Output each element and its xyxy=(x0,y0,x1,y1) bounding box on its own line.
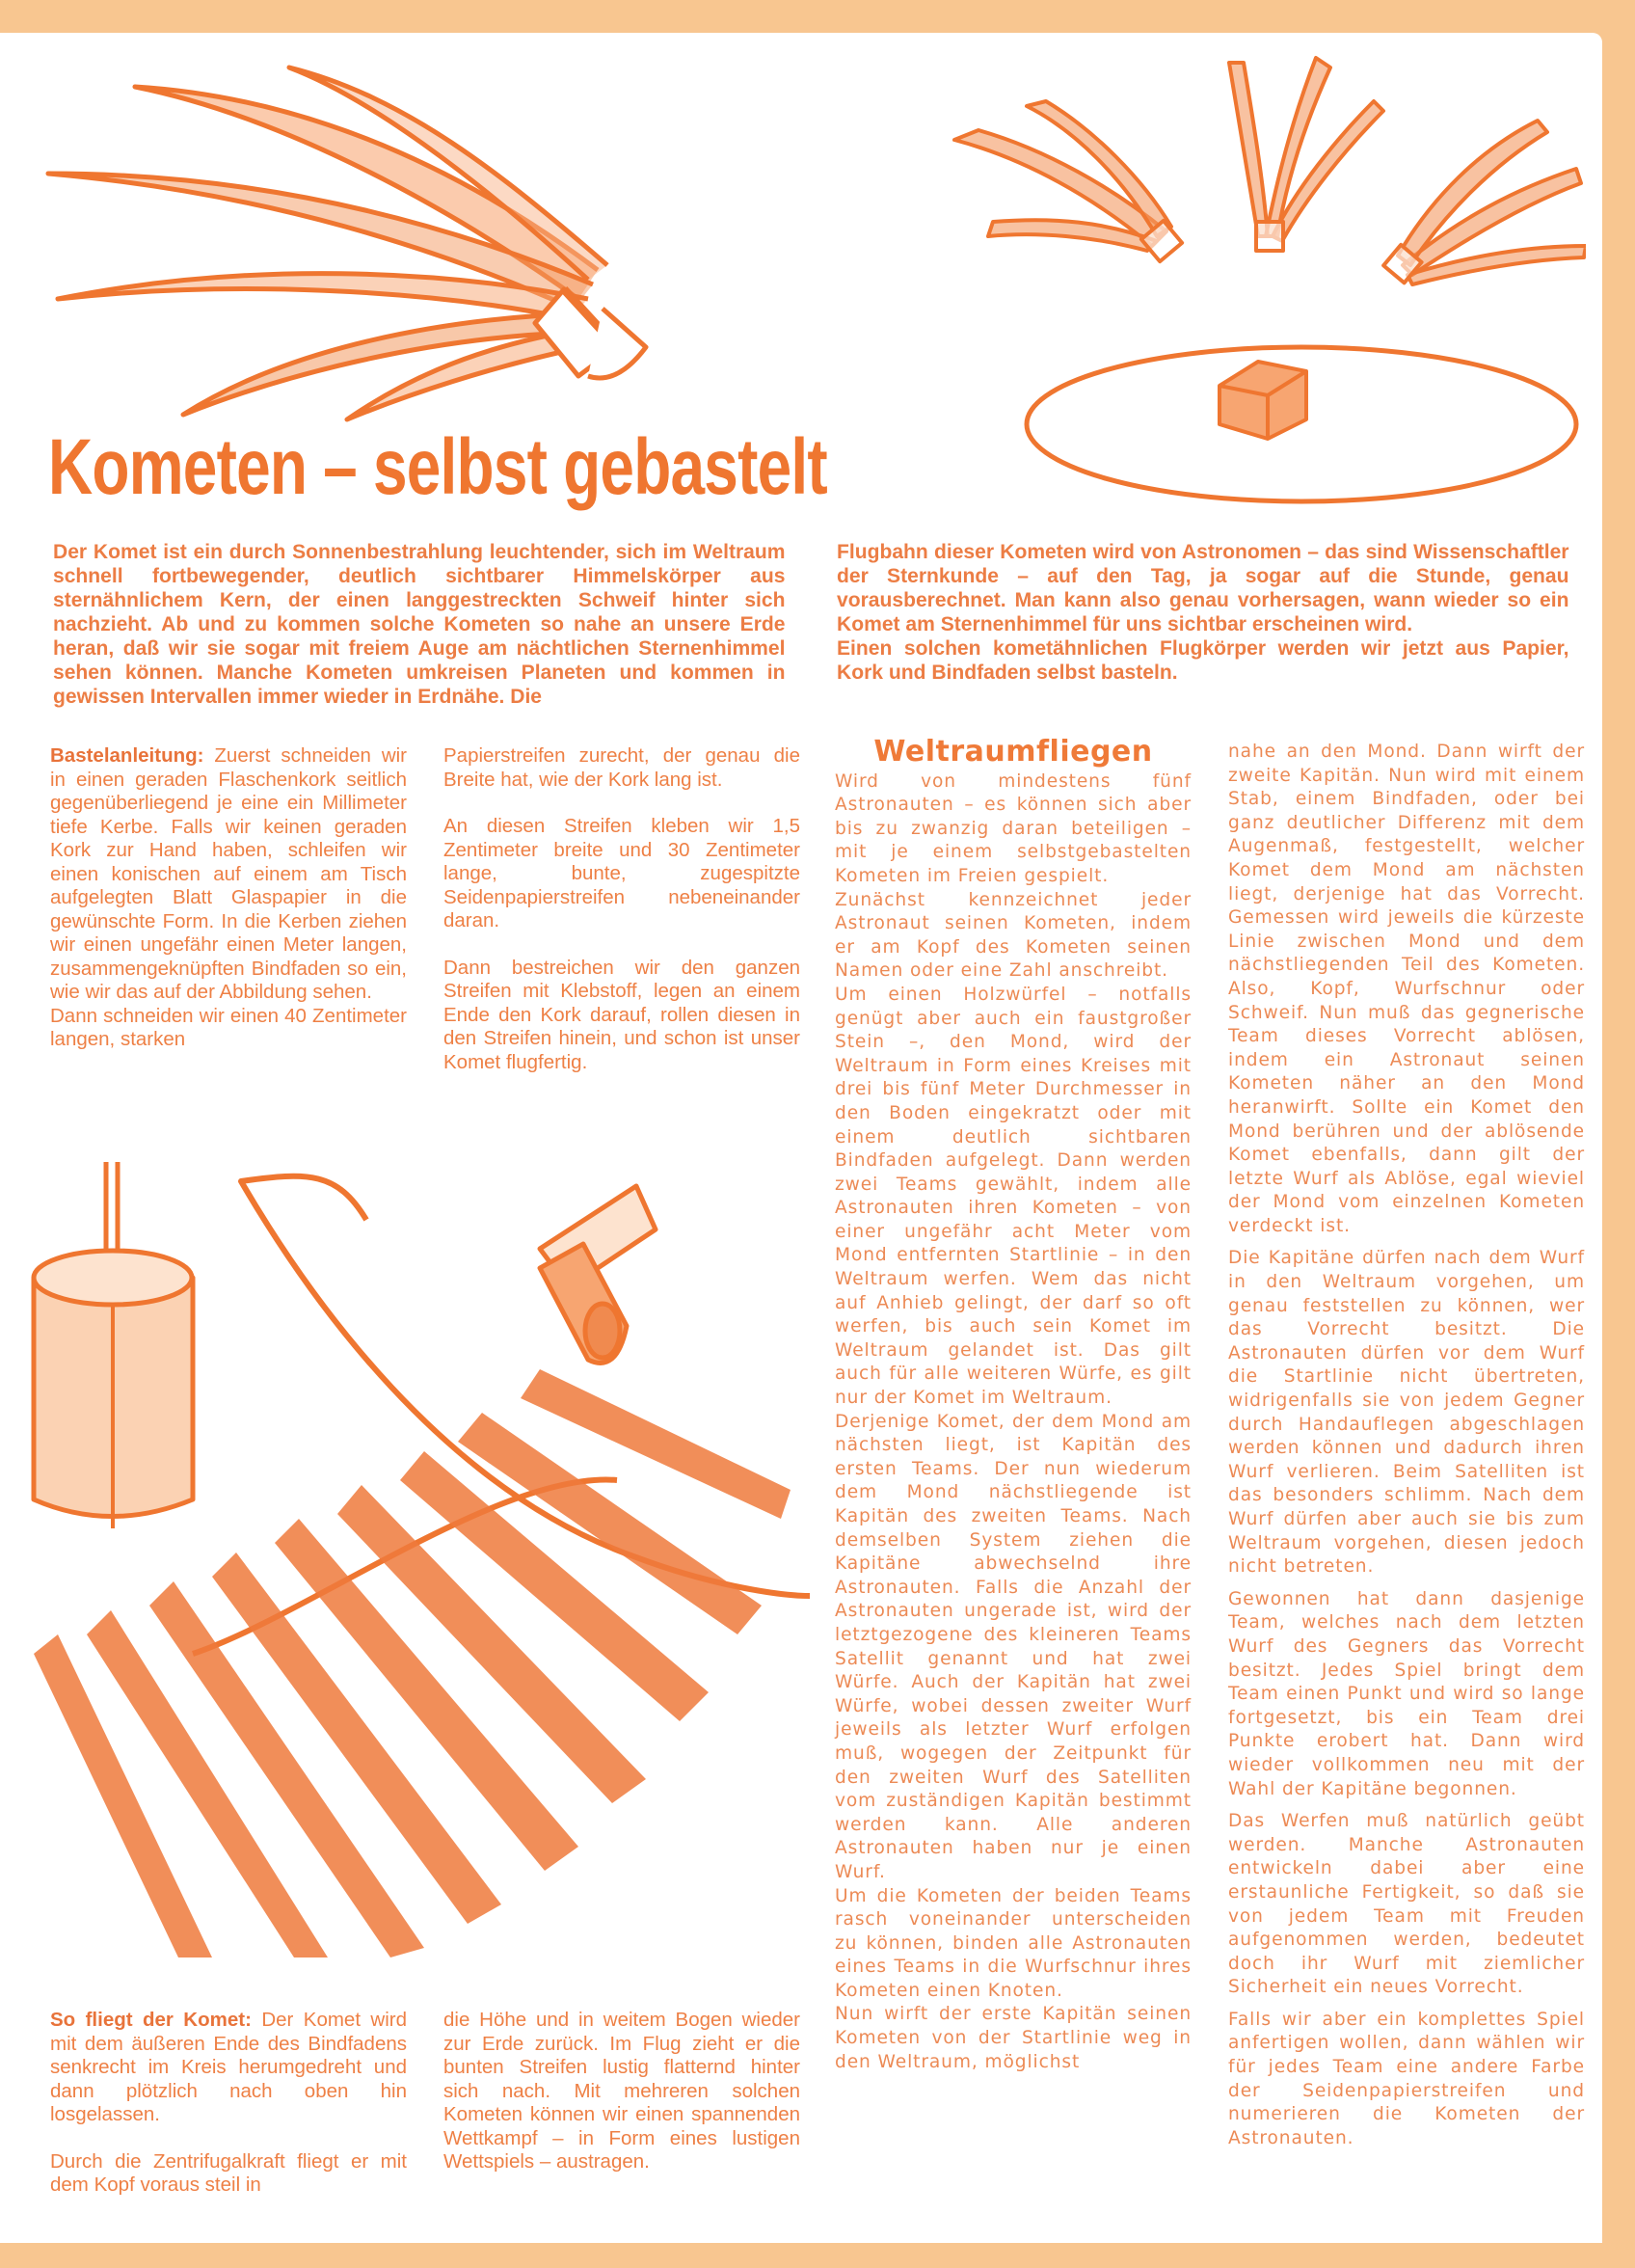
section-heading: Weltraumfliegen xyxy=(873,735,1153,769)
paragraph: Derjenige Komet, der dem Mond am nächsten liegt, ist Kapitän des ersten Teams. Der nun wiederum dem Mond nächstliegende ist Kapitän des zweiten Teams. Nach demselben System ziehen die Kapitäne abwechselnd ihre Astronauten. Falls die Anzahl der Astronauten ungerade ist, wird der letztgezogene des kleineren Teams Satellit genannt und hat zwei Würfe. Auch der Kapitän hat zwei Würfe, wobei dessen zweiter Wurf jeweils als letzter Wurf erfolgen muß, wogegen der Zeitpunkt für den zweiten Wurf des Satelliten vom zuständigen Kapitän bestimmt werden kann. Alle anderen Astronauten haben nur je einen Wurf. xyxy=(835,1411,1192,1882)
moon-circle-illustration xyxy=(1017,318,1586,530)
comet-illustrations-small xyxy=(950,53,1586,294)
paragraph: Nun wirft der erste Kapitän seinen Kometen von der Startlinie weg in den Weltraum, möglichst xyxy=(835,2004,1192,2072)
paragraph: Falls wir aber ein komplettes Spiel anfertigen wollen, dann wählen wir für jedes Team eine andere Farbe der Seidenpapierstreifen und numerieren die Kometen der Astronauten. xyxy=(1228,2009,1585,2148)
paragraph: Dann bestreichen wir den ganzen Streifen mit Klebstoff, legen an einem Ende den Kork darauf, rollen diesen in den Streifen hinein, und schon ist unser Komet flugfertig. xyxy=(443,956,800,1073)
paragraph: Die Kapitäne dürfen nach dem Wurf in den Weltraum vorgehen, um genau feststellen zu können, wer das Vorrecht besitzt. Die Astronauten dürfen vor dem Wurf die Startlinie nicht übertreten, widrigenfalls sie von jedem Gegner durch Handauflegen abgeschlagen werden können und dadurch ihren Wurf verlieren. Beim Satelliten ist das besonders schlimm. Nach dem Wurf dürfen aber auch sie bis zum Weltraum vorgehen, diesen jedoch nicht betreten. xyxy=(1228,1248,1585,1578)
intro-paragraph: Flugbahn dieser Kometen wird von Astronomen – das sind Wissenschaftler der Sternkunde – auf den Tag, ja sogar auf die Stunde, genau vorausberechnet. Man kann also genau vorhersagen, wann wieder so ein Komet am Sternenhimmel für uns sichtbar erscheinen wird. xyxy=(837,540,1569,635)
paragraph: Um die Kometen der beiden Teams rasch voneinander unterscheiden zu können, binden alle Astronauten eines Teams in die Wurfschnur ihres Kometen einen Knoten. xyxy=(835,1885,1192,2001)
bastel-label: Bastelanleitung: xyxy=(50,744,204,767)
fliegt-column-1 xyxy=(50,2009,407,2198)
intro-paragraph: Einen solchen kometähnlichen Flugkörper werden wir jetzt aus Papier, Kork und Bindfaden selbst basteln. xyxy=(837,636,1569,684)
paragraph: nahe an den Mond. Dann wirft der zweite Kapitän. Nun wird mit einem Stab, einem Bindfaden, oder bei ganz deutlicher Differenz mit dem Augenmaß, festgestellt, welcher Komet dem Mond am nächsten liegt, derjenige hat das Vorrecht. Gemessen wird jeweils die kürzeste Linie zwischen Mond und dem nächstliegenden Teil des Kometen. Also, Kopf, Wurfschnur oder Schweif. Nun muß das gegnerische Team dieses Vorrecht ablösen, indem ein Astronaut seinen Kometen näher an den Mond heranwirft. Sollte ein Komet den Mond berühren und der ablösende Komet ebenfalls, dann gilt der letzte Wurf als Ablöse, egal wieviel der Mond vom einzelnen Kometen verdeckt ist. xyxy=(1228,742,1585,1236)
intro-right xyxy=(837,540,1569,685)
weltraum-column-4 xyxy=(1228,741,1585,2150)
fliegt-column-2 xyxy=(443,2009,800,2174)
paragraph: Der Komet wird mit dem äußeren Ende des Bindfadens senkrecht im Kreis herumgedreht und dann plötzlich nach oben hin losgelassen. xyxy=(50,2009,408,2125)
paragraph: Papierstreifen zurecht, der genau die Breite hat, wie der Kork lang ist. xyxy=(443,744,800,791)
paragraph: Wird von mindestens fünf Astronauten – es können sich aber bis zu zwanzig daran beteiligen – mit je einem selbstgebastelten Kometen im Freien gespielt. xyxy=(835,770,1192,886)
article-title: Kometen – selbst gebastelt xyxy=(48,423,827,511)
comet-illustration-large xyxy=(39,58,945,424)
weltraum-column-3 xyxy=(835,735,1192,2074)
paragraph: Zuerst schneiden wir in einen geraden Flaschenkork seitlich gegenüberliegend je eine ein Millimeter tiefe Kerbe. Falls wir keinen geraden Kork zur Hand haben, schleifen wir einen konischen auf einem am Tisch aufgelegten Blatt Glaspapier in die gewünschte Form. In die Kerben ziehen wir einen ungefähr einen Meter langen, zusammengeknüpften Bindfaden so ein, wie wir das auf der Abbildung sehen. xyxy=(50,744,407,1003)
paragraph: Dann schneiden wir einen 40 Zentimeter langen, starken xyxy=(50,1004,407,1050)
bastel-column-1 xyxy=(50,744,407,1052)
paragraph: Durch die Zentrifugalkraft fliegt er mit dem Kopf voraus steil in xyxy=(50,2149,407,2196)
paragraph: Zunächst kennzeichnet jeder Astronaut seinen Kometen, indem er am Kopf des Kometen seinen Namen oder eine Zahl anschreibt. xyxy=(835,889,1192,982)
paragraph: An diesen Streifen kleben wir 1,5 Zentimeter breite und 30 Zentimeter lange, bunte, zugespitzte Seidenpapierstreifen nebeneinander daran. xyxy=(443,815,800,932)
paragraph: Gewonnen hat dann dasjenige Team, welches nach dem letzten Wurf des Gegners das Vorrecht besitzt. Jedes Spiel bringt dem Team einen Punkt und wird so lange fortgesetzt, bis ein Team drei Punkte erobert hat. Dann wird wieder vollkommen neu mit der Wahl der Kapitäne begonnen. xyxy=(1228,1588,1585,1799)
paragraph: Das Werfen muß natürlich geübt werden. Manche Astronauten entwickeln dabei aber eine erstaunliche Fertigkeit, so daß sie von jedem Team mit Freuden aufgenommen werden, bedeutet doch ihr Wurf mit ziemlicher Sicherheit ein neues Vorrecht. xyxy=(1228,1811,1585,1998)
bastel-column-2 xyxy=(443,744,800,1074)
intro-paragraph: Der Komet ist ein durch Sonnenbestrahlung leuchtender, sich im Weltraum schnell fortbewegender, deutlich sichtbarer Himmelskörper aus sternähnlichem Kern, der einen langgestreckten Schweif hinter sich nachzieht. Ab und zu kommen solche Kometen so nahe an unsere Erde heran, daß wir sie sogar mit freiem Auge am nächtlichen Sternenhimmel sehen können. Manche Kometen umkreisen Planeten und kommen in gewissen Intervallen immer wieder in Erdnähe. Die xyxy=(53,540,786,708)
paragraph: die Höhe und in weitem Bogen wieder zur Erde zurück. Im Flug zieht er die bunten Streifen lustig flatternd hinter sich nach. Mit mehreren solchen Kometen können wir einen spannenden Wettkampf – in Form eines lustigen Wettspiels – austragen. xyxy=(443,2009,800,2173)
paragraph: Um einen Holzwürfel – notfalls genügt aber auch ein faustgroßer Stein –, den Mond, wird der Weltraum in Form eines Kreises mit drei bis fünf Meter Durchmesser in den Boden eingekratzt oder mit einem deutlich sichtbaren Bindfaden aufgelegt. Dann werden zwei Teams gewählt, indem alle Astronauten ihren Kometen – von einer ungefähr acht Meter vom Mond entfernten Startlinie – in den Weltraum werfen. Wem das nicht auf Anhieb gelingt, der darf so oft werfen, bis auch sein Komet im Weltraum gelandet ist. Das gilt auch für alle weiteren Würfe, es gilt nur der Komet im Weltraum. xyxy=(835,984,1192,1409)
intro-left xyxy=(53,540,786,709)
cork-and-strip-illustration xyxy=(19,1152,810,1962)
fliegt-label: So fliegt der Komet: xyxy=(50,2009,252,2031)
